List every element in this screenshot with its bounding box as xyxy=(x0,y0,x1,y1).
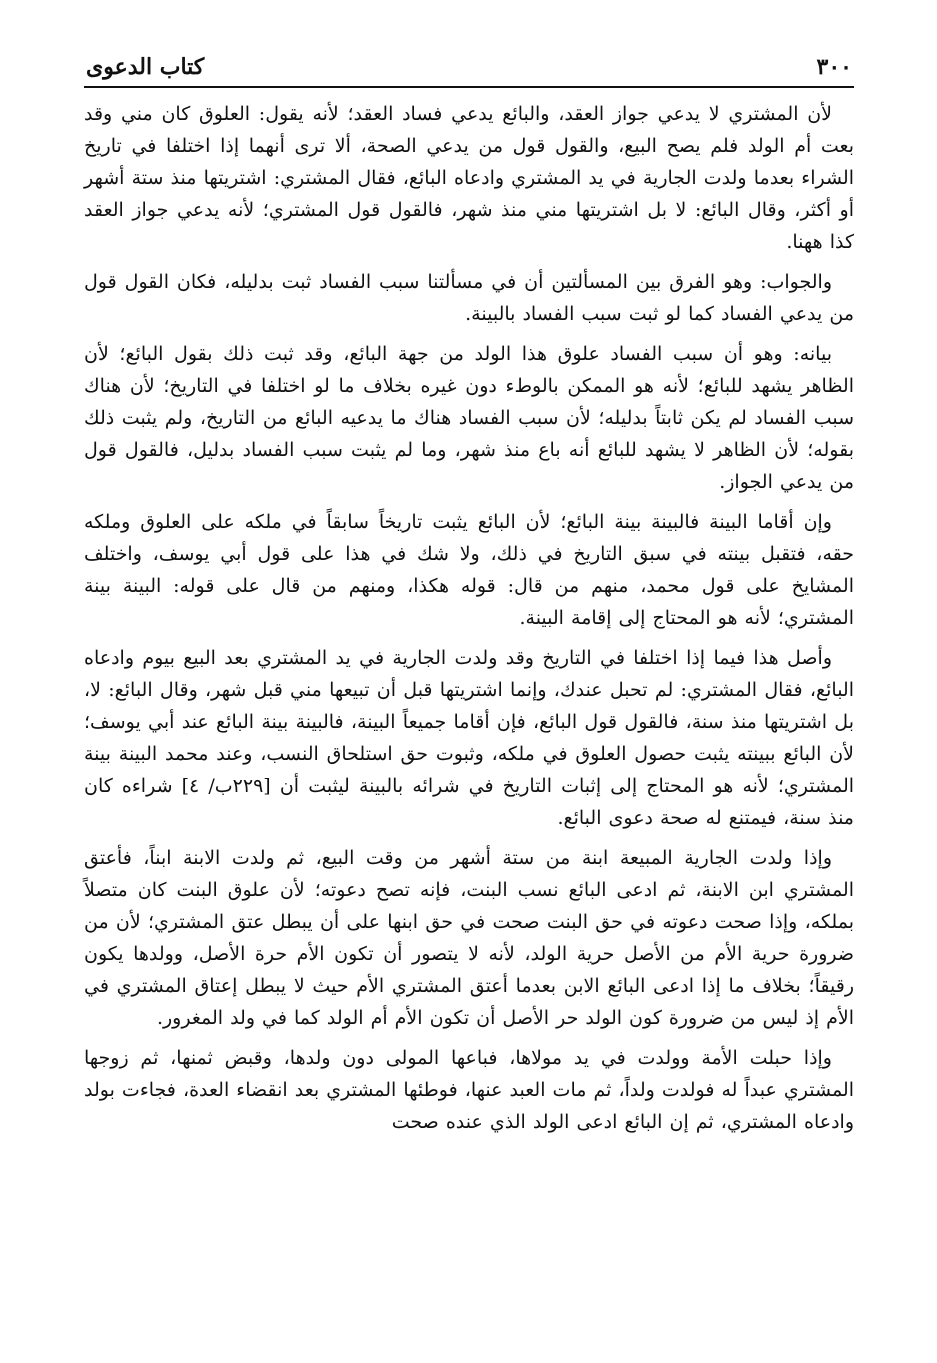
book-title: كتاب الدعوى xyxy=(86,54,205,80)
paragraph: والجواب: وهو الفرق بين المسألتين أن في مسألتنا سبب الفساد ثبت بدليله، فكان القول قول من يدعي الفساد كما لو ثبت سبب الفساد بالبينة. xyxy=(84,271,854,325)
paragraph: وأصل هذا فيما إذا اختلفا في التاريخ وقد ولدت الجارية في يد المشتري بعد البيع بيوم وادعاه البائع، فقال المشتري: لم تحبل عندك، وإنما اشتريتها قبل أن تبيعها مني قبل شهر، وقال البائع: لا، بل اشتريتها منذ سنة، فالقول قول البائع، فإن أقاما جميعاً البينة، فالبينة بينة البائع عند أبي يوسف؛ لأن البائع ببينته يثبت حصول العلوق في ملكه، وثبوت حق استلحاق النسب، وعند محمد البينة بينة المشتري؛ لأنه هو المحتاج إلى إثبات التاريخ في شرائه بالبينة ليثبت أن [٢٢٩ب/ ٤] شراءه كان منذ سنة، فيمتنع له صحة دعوى البائع. xyxy=(84,647,855,829)
page-number: ٣٠٠ xyxy=(816,54,852,80)
header-rule xyxy=(84,86,854,88)
body-text xyxy=(84,98,854,1138)
paragraph: بيانه: وهو أن سبب الفساد علوق هذا الولد من جهة البائع، وقد ثبت ذلك بقول البائع؛ لأن الظاهر يشهد للبائع؛ لأنه هو الممكن بالوطء دون غيره بخلاف ما لو اختلفا في التاريخ؛ لأن هناك سبب الفساد لم يكن ثابتاً بدليله؛ لأن سبب الفساد هناك ما يدعيه البائع من التاريخ، ولم يثبت ذلك بقوله؛ لأن الظاهر لا يشهد للبائع أنه باع منذ شهر، وما لم يثبت سبب الفساد بدليل، فالقول قول من يدعي الجواز. xyxy=(84,343,854,493)
paragraph: لأن المشتري لا يدعي جواز العقد، والبائع يدعي فساد العقد؛ لأنه يقول: العلوق كان مني وقد بعت أم الولد فلم يصح البيع، والقول قول من يدعي الصحة، ألا ترى أنهما إذا اختلفا في تاريخ الشراء بعدما ولدت الجارية في يد المشتري وادعاه البائع، فقال المشتري: اشتريتها منذ ستة أشهر أو أكثر، وقال البائع: لا بل اشتريتها مني منذ شهر، فالقول قول المشتري؛ لأنه يدعي جواز العقد كذا ههنا. xyxy=(84,103,854,253)
paragraph: وإذا ولدت الجارية المبيعة ابنة من ستة أشهر من وقت البيع، ثم ولدت الابنة ابناً، فأعتق المشتري ابن الابنة، ثم ادعى البائع نسب البنت، فإنه تصح دعوته؛ لأن علوق البنت كان متصلاً بملكه، وإذا صحت دعوته في حق البنت صحت في حق ابنها على أن يبطل عتق المشتري؛ لأن من ضرورة حرية الأم من الأصل حرية الولد، لأنه لا يتصور أن تكون الأم حرة الأصل، وولدها يكون رقيقاً؛ بخلاف ما إذا ادعى البائع الابن بعدما أعتق المشتري الأم حيث لا يبطل إعتاق المشتري في الأم إذ ليس من ضرورة كون الولد حر الأصل أن تكون الأم أم الولد كما في ولد المغرور. xyxy=(84,847,854,1029)
paragraph: وإن أقاما البينة فالبينة بينة البائع؛ لأن البائع يثبت تاريخاً سابقاً في ملكه على العلوق وملكه حقه، فتقبل بينته في سبق التاريخ في ذلك، ولا شك في هذا على قول أبي يوسف، واختلف المشايخ على قول محمد، منهم من قال: قوله هكذا، ومنهم من قال على قوله: البينة بينة المشتري؛ لأنه هو المحتاج إلى إقامة البينة. xyxy=(84,511,854,629)
page-header xyxy=(84,40,854,86)
book-page xyxy=(84,40,854,1146)
paragraph: وإذا حبلت الأمة وولدت في يد مولاها، فباعها المولى دون ولدها، وقبض ثمنها، ثم زوجها المشتري عبداً له فولدت ولداً، ثم مات العبد عنها، فوطئها المشتري بعد انقضاء العدة، فجاءت بولد وادعاه المشتري، ثم إن البائع ادعى الولد الذي عنده صحت xyxy=(84,1047,854,1133)
